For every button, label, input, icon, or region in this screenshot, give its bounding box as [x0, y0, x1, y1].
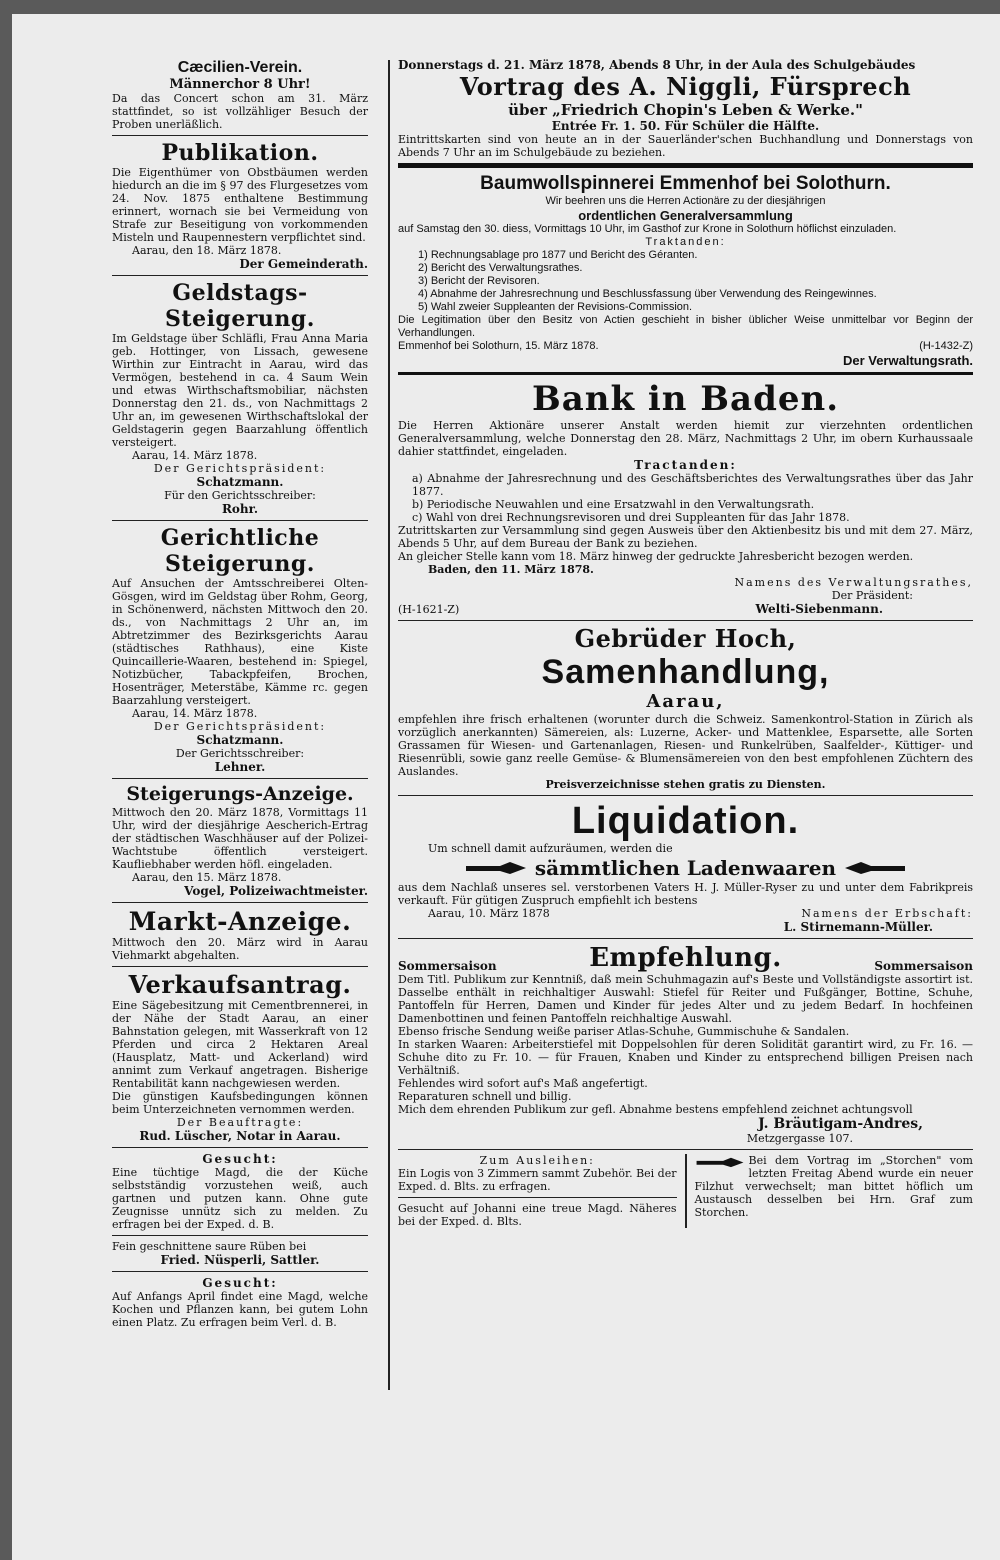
ad-title: Gebrüder Hoch,	[574, 624, 797, 653]
ad-verkauf	[112, 971, 368, 1143]
ad-item: a) Abnahme der Jahresrechnung und des Geschäftsberichtes des Verwaltungsrathes über das Jahr 1877.	[412, 472, 973, 498]
ad-text: Ein Logis von 3 Zimmern sammt Zubehör. Bei der Exped. d. Blts. zu erfragen.	[398, 1167, 677, 1193]
ad-title: Steigerungs-Anzeige.	[126, 783, 354, 805]
ad-text: Die Eigenthümer von Obstbäumen werden hiedurch an die im § 97 des Flurgesetzes vom 24. Nov. 1875 enthaltene Bestimmung erinnert, wornach sie bei Vermeidung von Strafe zur Beseitigung von vorkommenden Misteln und Raupennestern verpflichtet sind.	[112, 166, 368, 244]
ad-date: Aarau, 14. März 1878.	[132, 707, 258, 720]
ad-text: Die Herren Aktionäre unserer Anstalt werden hiemit zur vierzehnten ordentlichen Generalversammlung, welche Donnerstag den 28. März, Nachmittags 2 Uhr, im obern Kurhaussaale dahier stattfindet, eingeladen.	[398, 419, 973, 458]
divider	[112, 1235, 368, 1236]
ad-goods: sämmtlichen Ladenwaaren	[534, 856, 837, 880]
ad-date: Emmenhof bei Solothurn, 15. März 1878.	[398, 340, 599, 352]
ad-text: Die günstigen Kaufsbedingungen können beim Unterzeichneten vernommen werden.	[112, 1090, 368, 1116]
ad-signature: Fried. Nüsperli, Sattler.	[160, 1253, 320, 1267]
ad-item: 2) Bericht des Verwaltungsrathes.	[418, 262, 583, 274]
ad-steigerungs	[112, 783, 368, 898]
divider	[112, 1271, 368, 1272]
ad-gesucht-3: Gesucht auf Johanni eine treue Magd. Näheres bei der Exped. d. Blts.	[398, 1202, 677, 1228]
ad-title: Cæcilien-Verein.	[177, 59, 303, 76]
ad-item: 3) Bericht der Revisoren.	[418, 275, 540, 287]
ad-date: Aarau, 10. März 1878	[428, 907, 550, 920]
ad-text: Wir beehren uns die Herren Actionäre zu der diesjährigen	[545, 195, 826, 207]
ad-text: Auf Anfangs April findet eine Magd, welche Kochen und Pflanzen kann, bei gutem Lohn einen Platz. Zu erfragen beim Verl. d. B.	[112, 1290, 368, 1329]
ad-publikation	[112, 140, 368, 271]
ad-code: (H-1621-Z)	[398, 603, 460, 616]
ad-place: Aarau,	[646, 691, 725, 712]
ad-code: (H-1432-Z)	[919, 340, 973, 352]
pointing-hand-right-icon	[464, 860, 528, 880]
ad-title: Vortrag des A. Niggli, Fürsprech	[459, 72, 912, 101]
ad-role: Der Beauftragte:	[176, 1116, 304, 1129]
ad-text: Mich dem ehrenden Publikum zur gefl. Abnahme bestens empfehlend zeichnet achtungsvoll	[398, 1103, 913, 1116]
divider	[112, 778, 368, 779]
left-column	[112, 58, 368, 1329]
ad-text: Eintrittskarten sind von heute an in der Sauerländer'schen Buchhandlung und Donnerstags von Abends 7 Uhr an im Schulgebäude zu beziehen.	[398, 133, 973, 159]
ad-preis: Preisverzeichnisse stehen gratis zu Diensten.	[545, 778, 826, 791]
divider	[398, 620, 973, 621]
ad-gerichtliche	[112, 525, 368, 774]
ad-season-right: Sommersaison	[874, 959, 973, 973]
ad-role: Der Gerichtspräsident:	[153, 720, 327, 733]
ad-traktanden: Tractanden:	[634, 458, 737, 472]
ad-title: Gesucht:	[202, 1276, 278, 1290]
bottom-ads	[398, 1154, 973, 1228]
ad-title: Verkaufsantrag.	[128, 970, 352, 999]
ad-vortrag	[398, 58, 973, 159]
ad-text: Eine Sägebesitzung mit Cementbrennerei, in der Nähe der Stadt Aarau, an einer Bahnstation gelegen, mit Wasserkraft von 12 Pferden und circa 2 Hektaren Areal (Hausplatz, Matt- und Ackerland) wird annimt zum Verkauf angetragen. Bisherige Rentabilität kann nachgewiesen werden.	[112, 999, 368, 1090]
ad-text: In starken Waaren: Arbeiterstiefel mit Doppelsohlen für deren Solidität garantirt wird, zu Fr. 16. — Schuhe dito zu Fr. 10. — für Frauen, Knaben und Kinder zu entsprechend billigen Preisen nach Verhältniß.	[398, 1038, 973, 1077]
divider	[112, 135, 368, 136]
ad-subtitle: Männerchor 8 Uhr!	[169, 77, 311, 92]
ad-address: Metzgergasse 107.	[746, 1132, 853, 1145]
column-divider	[685, 1154, 687, 1228]
ad-rueben	[112, 1240, 368, 1267]
ad-text: Fehlendes wird sofort auf's Maß angefertigt.	[398, 1077, 648, 1090]
ad-bigtitle: Liquidation.	[571, 800, 800, 842]
ad-signature: Lehner.	[214, 760, 266, 774]
ad-item: c) Wahl von drei Rechnungsrevisoren und drei Suppleanten für das Jahr 1878.	[412, 511, 850, 524]
divider	[112, 520, 368, 521]
ad-season-left: Sommersaison	[398, 959, 497, 973]
ad-role: Der Gerichtspräsident:	[153, 462, 327, 475]
ad-liquidation	[398, 800, 973, 934]
ad-signature: Der Gemeinderath.	[239, 257, 368, 271]
ad-signature: Rohr.	[221, 502, 259, 516]
ad-text: empfehlen ihre frisch erhaltenen (worunter durch die Schweiz. Samenkontrol-Station in Zürich als vorzüglich anerkannten) Sämereien, als: Luzerne, Acker- und Mattenklee, Esparsette, alle Sorten Grassamen für Wiesen- und Gartenanlagen, Riesen- und Runkelrüben, Saalfelder-, Küttiger- und Riesenrübli, sowie ganz reelle Gemüse- & Blumensämereien von den best empfohlenen Züchtern des Auslandes.	[398, 713, 973, 778]
ad-role: Für den Gerichtsschreiber:	[164, 489, 316, 502]
ad-signature: L. Stirnemann-Müller.	[783, 920, 933, 934]
ad-signature: Welti-Siebenmann.	[755, 602, 883, 616]
pointing-hand-left-icon	[843, 860, 907, 880]
ad-title: Publikation.	[161, 140, 319, 166]
ad-title: Zum Ausleihen:	[479, 1154, 595, 1167]
ad-hoch	[398, 625, 973, 791]
ad-text: Bei dem Vortrag im „Storchen" vom letzten Freitag Abend wurde ein neuer Filzhut verwechselt; man bittet höflich um Austausch desselben bei Hrn. Graf zum Storchen.	[694, 1154, 973, 1219]
divider	[112, 275, 368, 276]
ad-markt	[112, 907, 368, 962]
ad-title: Empfehlung.	[589, 943, 782, 973]
ad-text: Dem Titl. Publikum zur Kenntniß, daß mein Schuhmagazin auf's Beste und Vollständigste assortirt ist. Dasselbe enthält in reichhaltiger Auswahl: Stiefel für Reiter und Fußgänger, Bottine, Schuhe, Pantoffeln für Herren, Damen und Kinder für jedes Alter und zu jedem Bedarf. In hochfeinen Damenbottinen und feinen Pantoffeln reichhaltige Auswahl.	[398, 973, 973, 1025]
ad-title: Gerichtliche Steigerung.	[160, 525, 320, 577]
ad-gesucht-1	[112, 1152, 368, 1231]
ad-headline: Donnerstags d. 21. März 1878, Abends 8 Uhr, in der Aula des Schulgebäudes	[398, 58, 916, 72]
ad-item: 1) Rechnungsablage pro 1877 und Bericht des Géranten.	[418, 249, 698, 261]
divider	[112, 966, 368, 967]
ad-date: Aarau, 14. März 1878.	[132, 449, 258, 462]
divider	[398, 372, 973, 375]
ad-role: Namens der Erbschaft:	[801, 907, 973, 920]
ad-caecilien	[112, 58, 368, 131]
divider	[398, 795, 973, 796]
ad-item: 4) Abnahme der Jahresrechnung und Beschlussfassung über Verwendung des Reingewinnes.	[418, 288, 877, 300]
divider	[112, 902, 368, 903]
ad-signature: Schatzmann.	[196, 475, 284, 489]
ad-title: Gesucht:	[202, 1152, 278, 1166]
ad-text: Die Legitimation über den Besitz von Actien geschieht in bisher üblicher Weise unmittelbar vor Beginn der Verhandlungen.	[398, 314, 973, 339]
ad-gesucht-2	[112, 1276, 368, 1329]
divider	[112, 1147, 368, 1148]
ad-text: Im Geldstage über Schläfli, Frau Anna Maria geb. Hottinger, von Lissach, gewesene Wirthin zur Eintracht in Aarau, wird das Vermögen, bestehend in ca. 4 Saum Wein und etwas Wirthschaftsmobiliar, nächsten Donnerstag den 21. ds., von Nachmittags 2 Uhr an, im gewesenen Wirthschaftslokal der Geldstagerin gegen Baarzahlung öffentlich versteigert.	[112, 332, 368, 449]
ad-text: Da das Concert schon am 31. März stattfindet, so ist vollzähliger Besuch der Proben unerläßlich.	[112, 92, 368, 131]
ad-signature: J. Bräutigam-Andres,	[758, 1116, 923, 1132]
ad-role: Der Gerichtsschreiber:	[175, 747, 305, 760]
ad-role: Der Präsident:	[831, 589, 913, 602]
ad-title: Markt-Anzeige.	[128, 907, 352, 936]
ad-text: Ebenso frische Sendung weiße pariser Atlas-Schuhe, Gummischuhe & Sandalen.	[398, 1025, 850, 1038]
divider	[398, 938, 973, 939]
right-column	[398, 58, 973, 1228]
ad-title: Bank in Baden.	[531, 379, 840, 419]
ad-text: Mittwoch den 20. März wird in Aarau Viehmarkt abgehalten.	[112, 936, 368, 962]
ad-signature: Vogel, Polizeiwachtmeister.	[184, 884, 368, 898]
ad-traktanden: Traktanden:	[645, 236, 726, 248]
ad-item: 5) Wahl zweier Suppleanten der Revisions-Commission.	[418, 301, 693, 313]
ad-date: Baden, den 11. März 1878.	[428, 563, 594, 576]
ad-emmenhof	[398, 172, 973, 368]
ad-text: aus dem Nachlaß unseres sel. verstorbenen Vaters H. J. Müller-Ryser zu und unter dem Fabrikpreis verkauft. Für gütigen Zuspruch empfiehlt ich bestens	[398, 881, 973, 907]
ad-text: Zutrittskarten zur Versammlung sind gegen Ausweis über den Aktienbesitz bis und mit dem 27. März, Abends 5 Uhr, auf dem Bureau der Bank zu beziehen.	[398, 524, 973, 550]
ad-text: Mittwoch den 20. März 1878, Vormittags 11 Uhr, wird der diesjährige Aescherich-Ertrag der städtischen Waschhäuser auf der Polizei-Wachtstube öffentlich versteigert. Kaufliebhaber werden höfl. eingeladen.	[112, 806, 368, 871]
ad-text: Reparaturen schnell und billig.	[398, 1090, 572, 1103]
ad-subtitle: über „Friedrich Chopin's Leben & Werke."	[508, 101, 863, 119]
ad-ausleihen	[398, 1154, 677, 1193]
ad-filzhut	[695, 1154, 974, 1228]
ad-geldstag	[112, 280, 368, 516]
ad-item: b) Periodische Neuwahlen und eine Ersatzwahl in den Verwaltungsrath.	[412, 498, 815, 511]
ad-text: Eine tüchtige Magd, die der Küche selbstständig vorzustehen weiß, auch gartnen und putzen kann. Ohne gute Zeugnisse unnütz sich zu melden. Zu erfragen bei der Exped. d. B.	[112, 1166, 368, 1231]
ad-empfehlung	[398, 943, 973, 1145]
ad-title: Baumwollspinnerei Emmenhof bei Solothurn.	[480, 173, 891, 194]
ad-text: An gleicher Stelle kann vom 18. März hinweg der gedruckte Jahresbericht bezogen werden.	[398, 550, 914, 563]
column-divider	[388, 60, 390, 1390]
ad-text: Um schnell damit aufzuräumen, werden die	[428, 842, 673, 855]
divider	[398, 1197, 677, 1198]
ad-bigtitle: Samenhandlung,	[541, 653, 830, 691]
ad-text: Fein geschnittene saure Rüben bei	[112, 1240, 307, 1253]
pointing-hand-right-icon	[695, 1154, 745, 1174]
ad-date: Aarau, den 15. März 1878.	[132, 871, 282, 884]
ad-text: Auf Ansuchen der Amtsschreiberei Olten-Gösgen, wird im Geldstag über Rohm, Georg, in Schönenwerd, nächsten Mittwoch den 20. ds., von Nachmittags 2 Uhr an, im Abtretzimmer des Bezirksgerichts Aarau (städtisches Rathhaus), eine Kiste Quincaillerie-Waaren, bestehend in: Spiegel, Notizbücher, Tabackpfeifen, Brochen, Hosenträger, Meterstäbe, Kämme rc. gegen Baarzahlung versteigert.	[112, 577, 368, 707]
ad-title: Geldstags-Steigerung.	[165, 280, 315, 332]
ad-entree: Entrée Fr. 1. 50. Für Schüler die Hälfte.	[551, 119, 820, 133]
ad-date: Aarau, den 18. März 1878.	[132, 244, 282, 257]
ad-role: Namens des Verwaltungsrathes,	[734, 576, 973, 589]
ad-signature: Schatzmann.	[196, 733, 284, 747]
divider	[398, 163, 973, 168]
ad-signature: Der Verwaltungsrath.	[842, 353, 973, 368]
ad-text: auf Samstag den 30. diess, Vormittags 10 Uhr, im Gasthof zur Krone in Solothurn höflichst einzuladen.	[398, 223, 897, 235]
ad-signature: Rud. Lüscher, Notar in Aarau.	[139, 1129, 341, 1143]
bottom-left-ads	[398, 1154, 677, 1228]
ad-bold: ordentlichen Generalversammlung	[578, 208, 793, 223]
ad-bank	[398, 379, 973, 616]
divider	[398, 1149, 973, 1150]
